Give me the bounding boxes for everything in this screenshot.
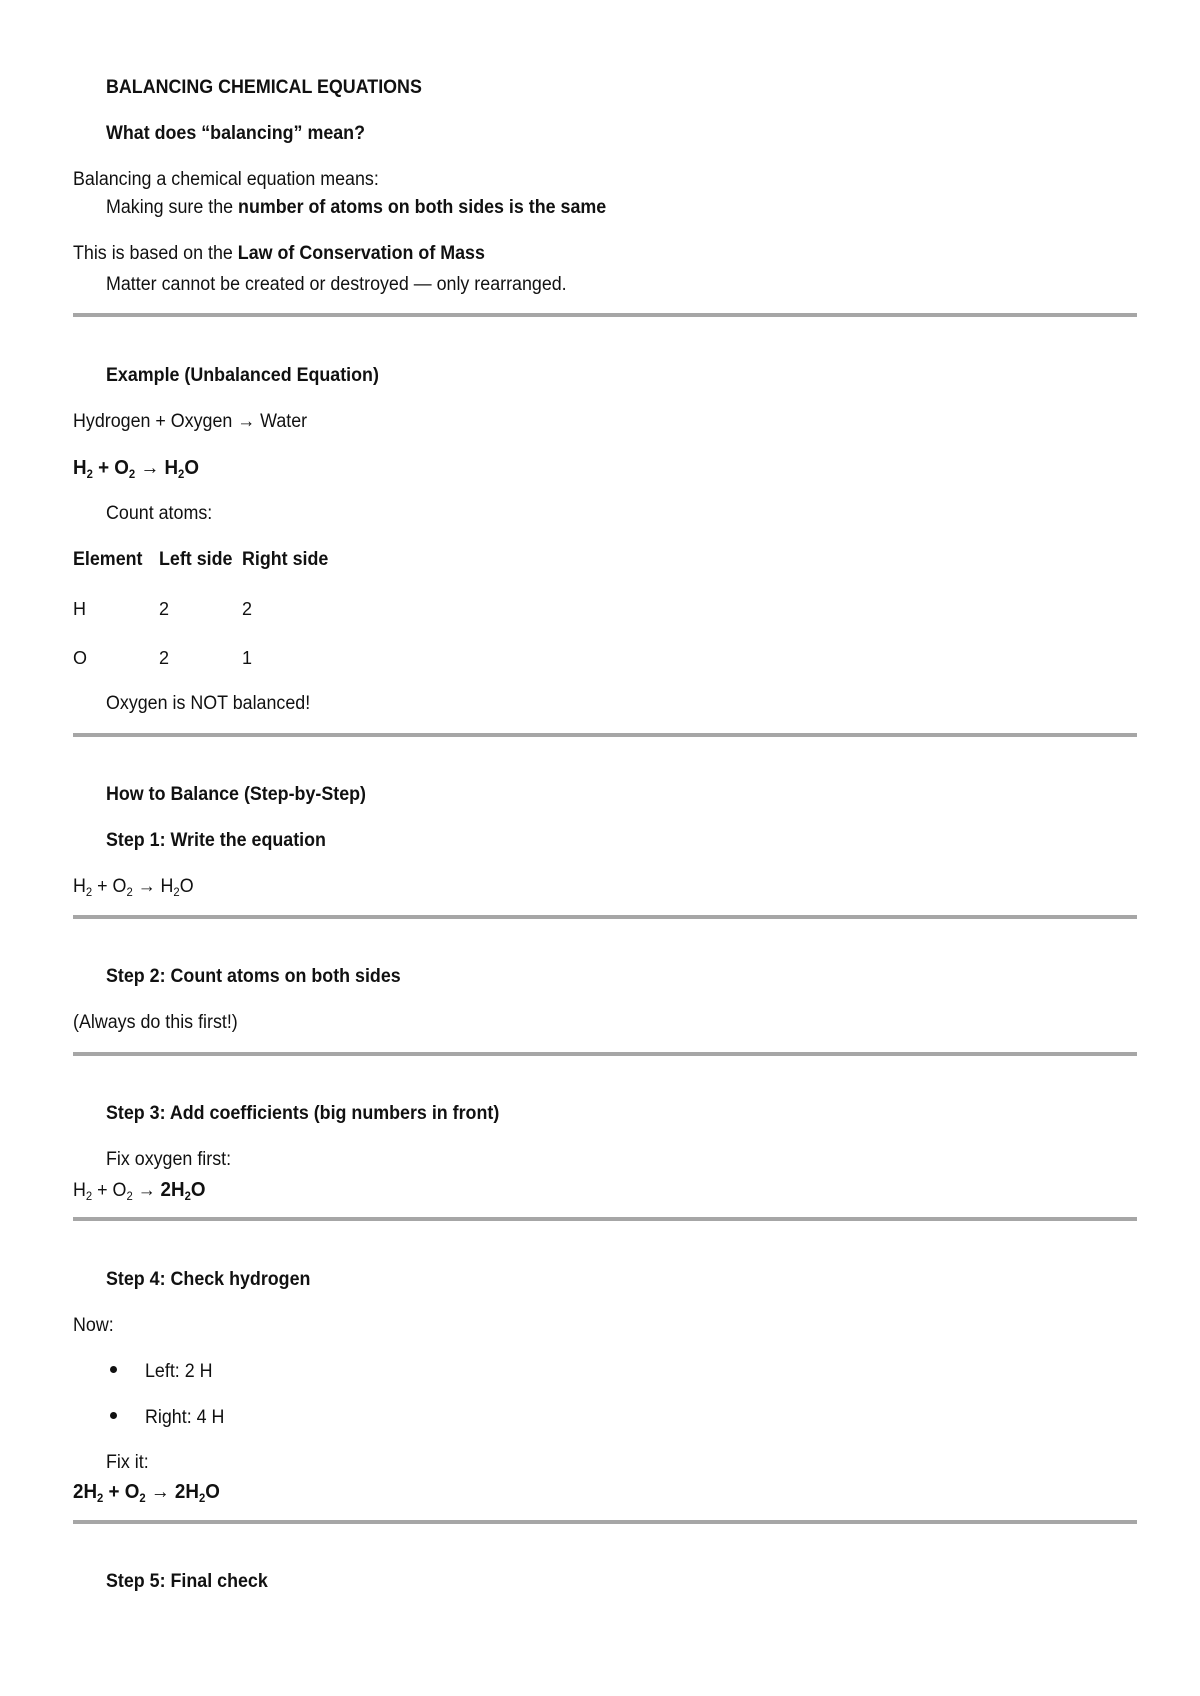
symbol-h: H [170, 1179, 185, 1201]
symbol-h: H [73, 457, 87, 479]
symbol-o: O [184, 457, 199, 479]
balanced-water-term [161, 1179, 206, 1201]
not-balanced-note: Oxygen is NOT balanced! [106, 693, 311, 714]
symbol-o: O [205, 1481, 220, 1503]
law-lead: This is based on the [73, 243, 238, 264]
subscript: 2 [128, 467, 136, 481]
step3-note: Fix oxygen first: [106, 1149, 232, 1170]
symbol-h: H [160, 876, 174, 897]
section-divider [73, 1520, 1137, 1524]
step4-fix: Fix it: [106, 1452, 149, 1473]
symbol-o: O [112, 876, 127, 897]
table-header-right: Right side [242, 549, 329, 570]
subscript: 2 [86, 467, 93, 481]
bullet-icon [110, 1412, 117, 1419]
coefficient: 2 [73, 1481, 84, 1503]
plus-sign: + [92, 876, 113, 897]
how-heading: How to Balance (Step-by-Step) [106, 784, 366, 805]
arrow: → [132, 876, 161, 897]
subscript: 2 [126, 1189, 133, 1203]
symbol-h: H [83, 1481, 98, 1503]
question-heading: What does “balancing” mean? [106, 123, 366, 144]
symbol-h: H [164, 457, 179, 479]
table-cell: 2 [159, 599, 170, 619]
section-divider [73, 733, 1137, 737]
subscript: 2 [97, 1491, 104, 1505]
step4-heading: Step 4: Check hydrogen [106, 1269, 311, 1290]
step1-heading: Step 1: Write the equation [106, 830, 326, 851]
step1-equation [73, 875, 194, 900]
unbalanced-equation [73, 456, 199, 482]
section-divider [73, 1052, 1137, 1056]
symbol-o: O [190, 1179, 206, 1201]
example-heading: Example (Unbalanced Equation) [106, 365, 379, 386]
symbol-o: O [179, 876, 194, 897]
arrow: → [132, 1180, 161, 1201]
subscript: 2 [126, 885, 133, 899]
plus-sign: + [92, 1180, 113, 1201]
table-header-element: Element [73, 549, 143, 570]
section-divider [73, 915, 1137, 919]
balanced-equation [73, 1480, 220, 1506]
step2-heading: Step 2: Count atoms on both sides [106, 966, 401, 987]
document-title: BALANCING CHEMICAL EQUATIONS [106, 77, 422, 98]
arrow: → [135, 457, 165, 479]
section-divider [73, 313, 1137, 317]
step3-heading: Step 3: Add coefficients (big numbers in front) [106, 1103, 500, 1124]
section-divider [73, 1217, 1137, 1221]
subscript: 2 [178, 467, 185, 481]
bullet-icon [110, 1366, 117, 1373]
law-detail: Matter cannot be created or destroyed — only rearranged. [106, 274, 567, 295]
table-cell: 2 [159, 648, 170, 668]
table-cell: H [73, 599, 86, 619]
means-lead: Making sure the [106, 197, 239, 218]
table-cell: O [73, 648, 88, 668]
step2-note: (Always do this first!) [73, 1012, 238, 1033]
coefficient: 2 [174, 1481, 186, 1503]
step3-equation [73, 1178, 205, 1204]
table-header-left: Left side [159, 549, 233, 570]
law-line [73, 242, 485, 266]
symbol-o: O [112, 1180, 127, 1201]
means-line [106, 196, 606, 220]
symbol-h: H [73, 1180, 86, 1201]
symbol-h: H [185, 1481, 199, 1503]
plus-sign: + [103, 1481, 125, 1503]
subscript: 2 [198, 1491, 206, 1505]
symbol-o: O [124, 1481, 140, 1503]
symbol-h: H [73, 876, 86, 897]
subscript: 2 [184, 1189, 191, 1203]
subscript: 2 [85, 885, 93, 899]
subscript: 2 [173, 885, 180, 899]
coefficient: 2 [160, 1179, 171, 1201]
step4-now: Now: [73, 1315, 114, 1336]
subscript: 2 [85, 1189, 93, 1203]
list-item: Right: 4 H [145, 1407, 225, 1428]
plus-sign: + [92, 457, 115, 479]
means-bold: number of atoms on both sides is the same [238, 197, 607, 218]
table-cell: 1 [242, 648, 253, 668]
law-bold: Law of Conservation of Mass [237, 243, 485, 264]
subscript: 2 [139, 1491, 146, 1505]
symbol-o: O [114, 457, 129, 479]
list-item: Left: 2 H [145, 1361, 213, 1382]
count-label: Count atoms: [106, 503, 213, 524]
word-equation: Hydrogen + Oxygen → Water [73, 411, 308, 432]
means-intro: Balancing a chemical equation means: [73, 169, 379, 190]
arrow: → [145, 1481, 175, 1503]
step5-heading: Step 5: Final check [106, 1571, 268, 1592]
table-cell: 2 [242, 599, 253, 619]
